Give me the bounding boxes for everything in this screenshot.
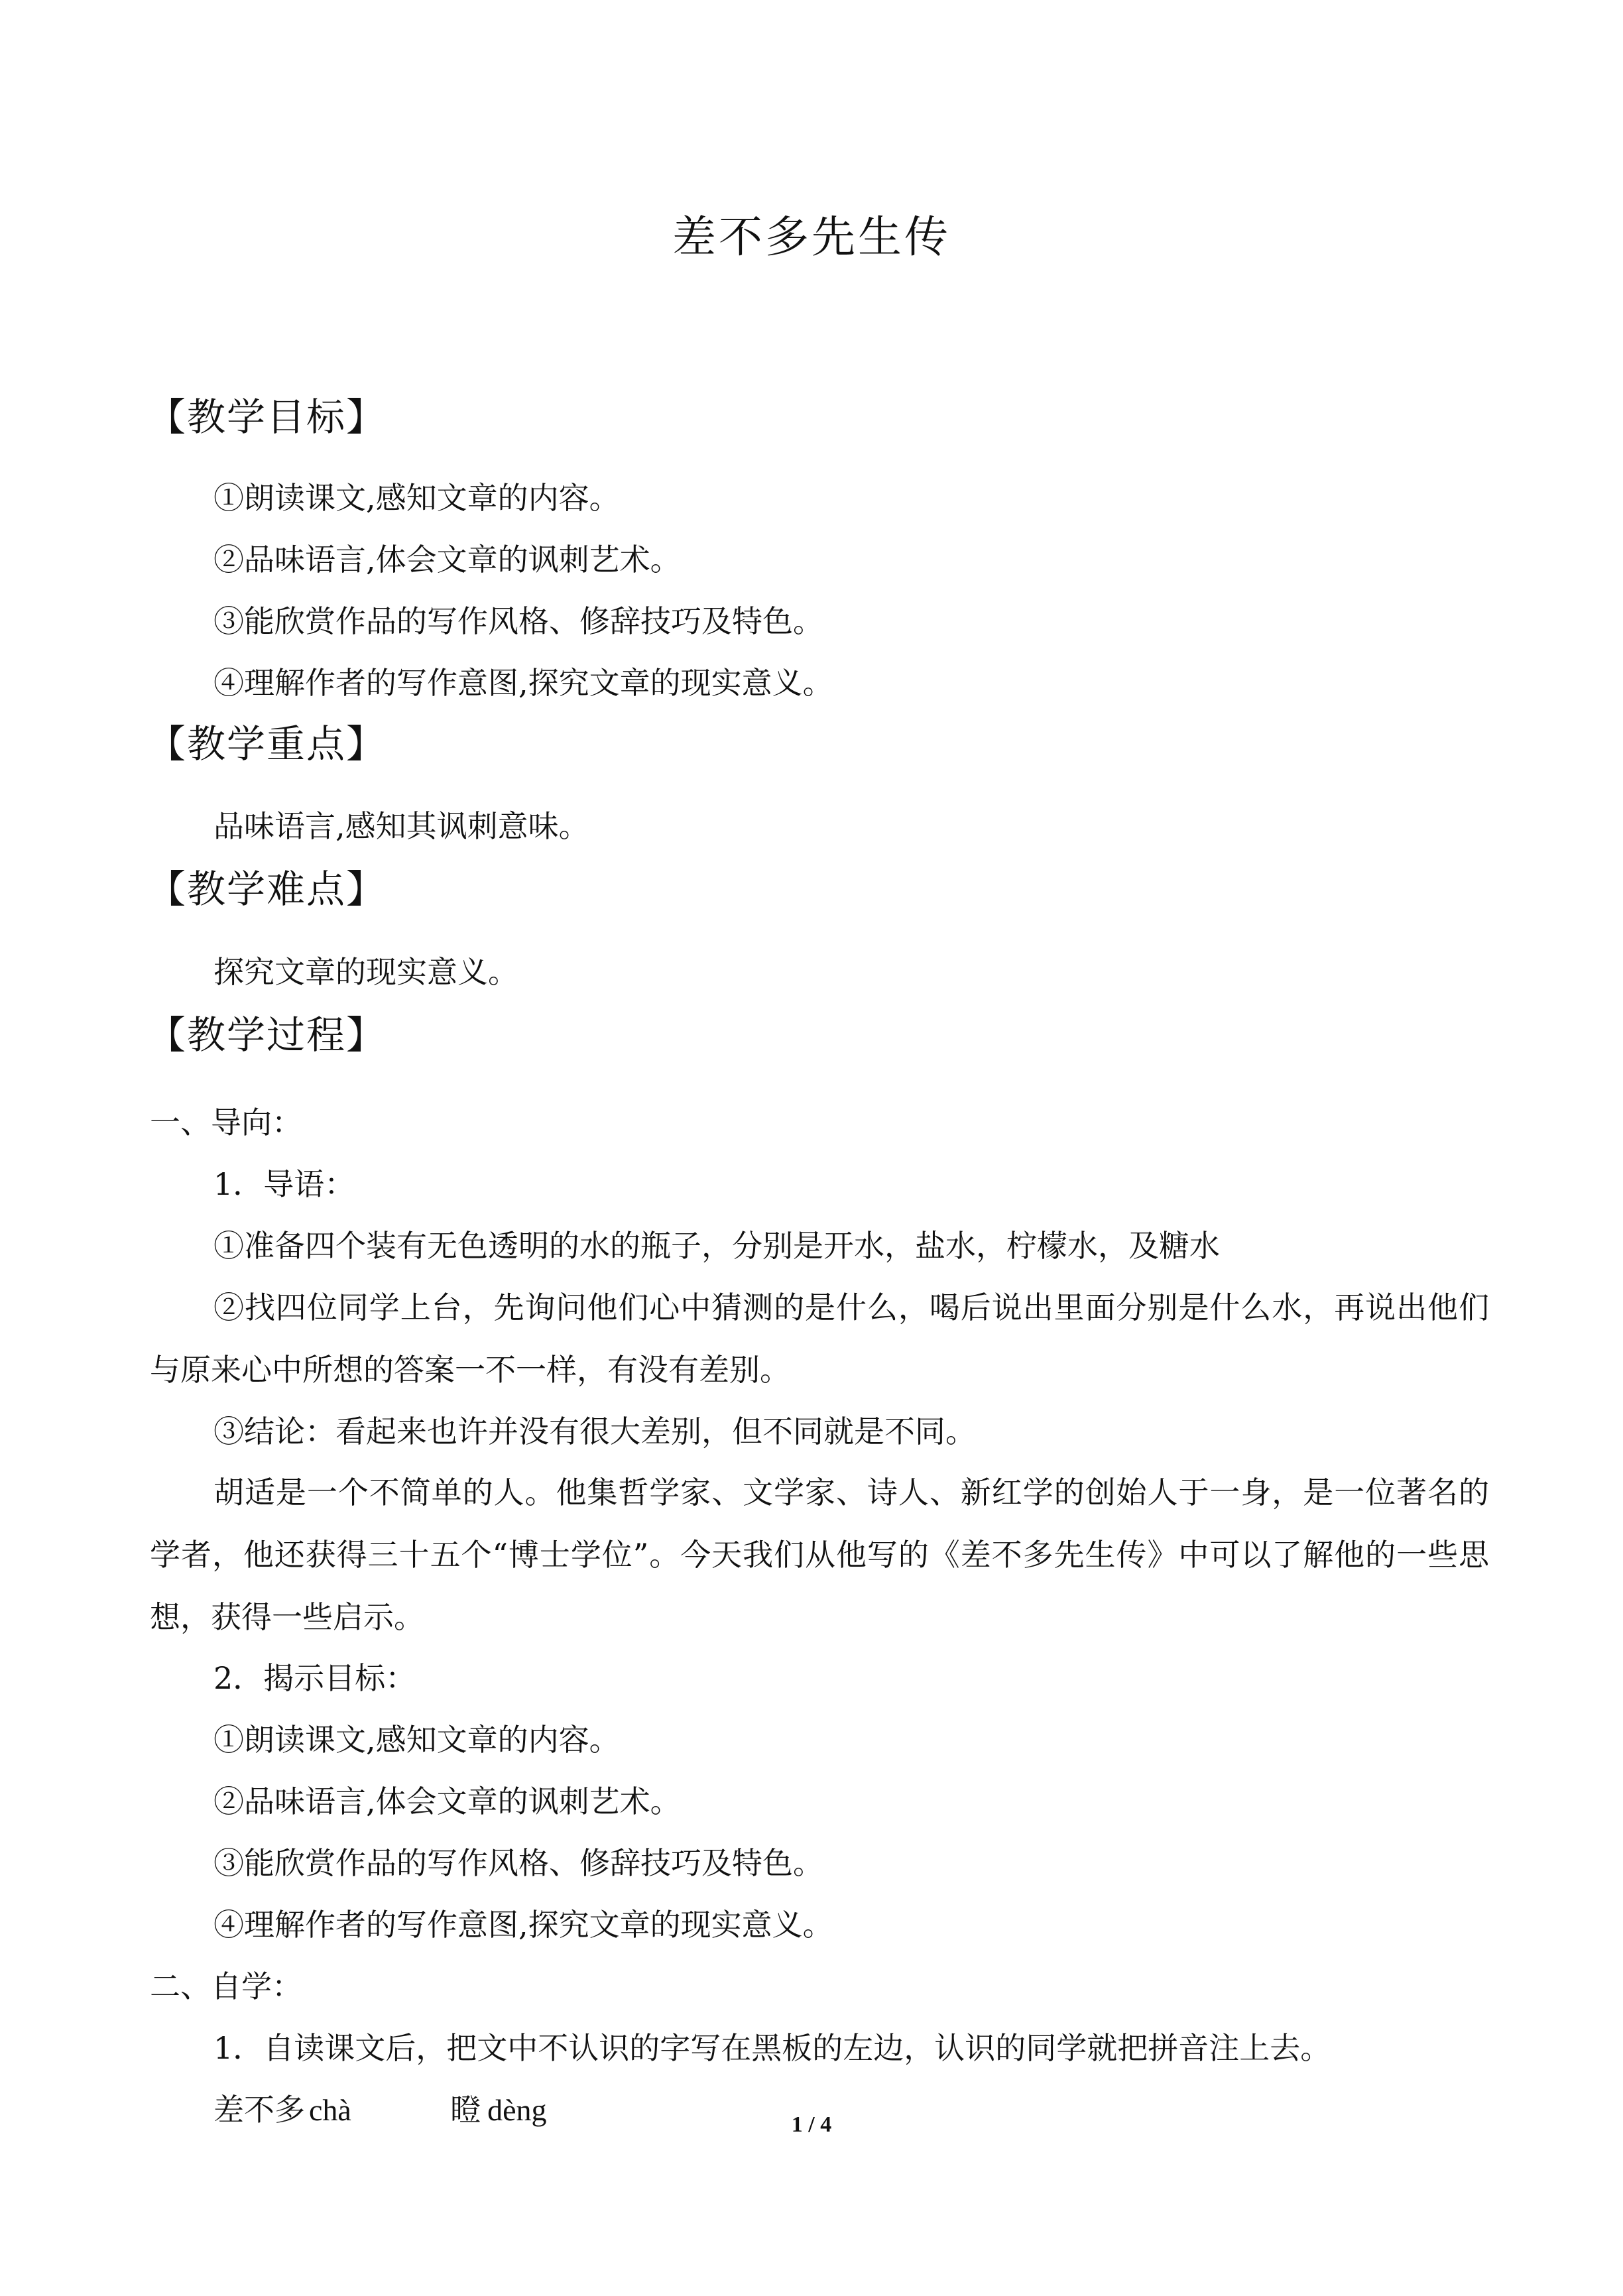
reveal-title: 2．揭示目标：	[213, 1660, 416, 1696]
teaching-focus-heading: 【教学重点】	[147, 721, 387, 766]
intro-item-1: ①准备四个装有无色透明的水的瓶子，分别是开水，盐水，柠檬水，及糖水	[213, 1228, 1220, 1264]
part2-title: 二、自学：	[150, 1968, 302, 2004]
teaching-process-heading: 【教学过程】	[147, 1012, 387, 1057]
goal-item-3: ③能欣赏作品的写作风格、修辞技巧及特色。	[213, 603, 823, 639]
vocab-word-1: 差不多	[213, 2092, 305, 2128]
intro-title: 1．导语：	[213, 1166, 355, 1202]
vocab-pinyin-1: chà	[309, 2093, 351, 2127]
intro-item-2: ②找四位同学上台，先询问他们心中猜测的是什么，喝后说出里面分别是什么水，再说出他们与原来心中所想的答案一不一样，有没有差别。	[150, 1290, 1489, 1388]
document-title: 差不多先生传	[672, 211, 951, 263]
part1-title: 一、导向：	[150, 1105, 302, 1140]
teaching-difficulty-text: 探究文章的现实意义。	[213, 954, 518, 990]
reveal-item-4: ④理解作者的写作意图,探究文章的现实意义。	[213, 1907, 833, 1943]
goal-item-2: ②品味语言,体会文章的讽刺艺术。	[213, 542, 681, 577]
reveal-item-2: ②品味语言,体会文章的讽刺艺术。	[213, 1783, 681, 1819]
hu-shi-paragraph: 胡适是一个不简单的人。他集哲学家、文学家、诗人、新红学的创始人于一身，是一位著名的学者，他还获得三十五个“博士学位”。今天我们从他写的《差不多先生传》中可以了解他的一些思想，获得一些启示。	[150, 1475, 1489, 1635]
teaching-focus-text: 品味语言,感知其讽刺意味。	[213, 808, 589, 844]
goal-item-4: ④理解作者的写作意图,探究文章的现实意义。	[213, 665, 833, 701]
selfstudy-item: 1．自读课文后，把文中不认识的字写在黑板的左边，认识的同学就把拼音注上去。	[213, 2030, 1331, 2066]
intro-item-3: ③结论：看起来也许并没有很大差别，但不同就是不同。	[213, 1414, 976, 1449]
teaching-difficulty-heading: 【教学难点】	[147, 867, 387, 912]
goal-item-1: ①朗读课文,感知文章的内容。	[213, 480, 620, 516]
vocab-pinyin-2: dèng	[487, 2093, 547, 2127]
page-number: 1 / 4	[791, 2112, 832, 2137]
teaching-goals-heading: 【教学目标】	[147, 394, 387, 440]
reveal-item-1: ①朗读课文,感知文章的内容。	[213, 1722, 620, 1758]
reveal-item-3: ③能欣赏作品的写作风格、修辞技巧及特色。	[213, 1845, 823, 1881]
vocab-word-2: 瞪	[450, 2092, 481, 2128]
